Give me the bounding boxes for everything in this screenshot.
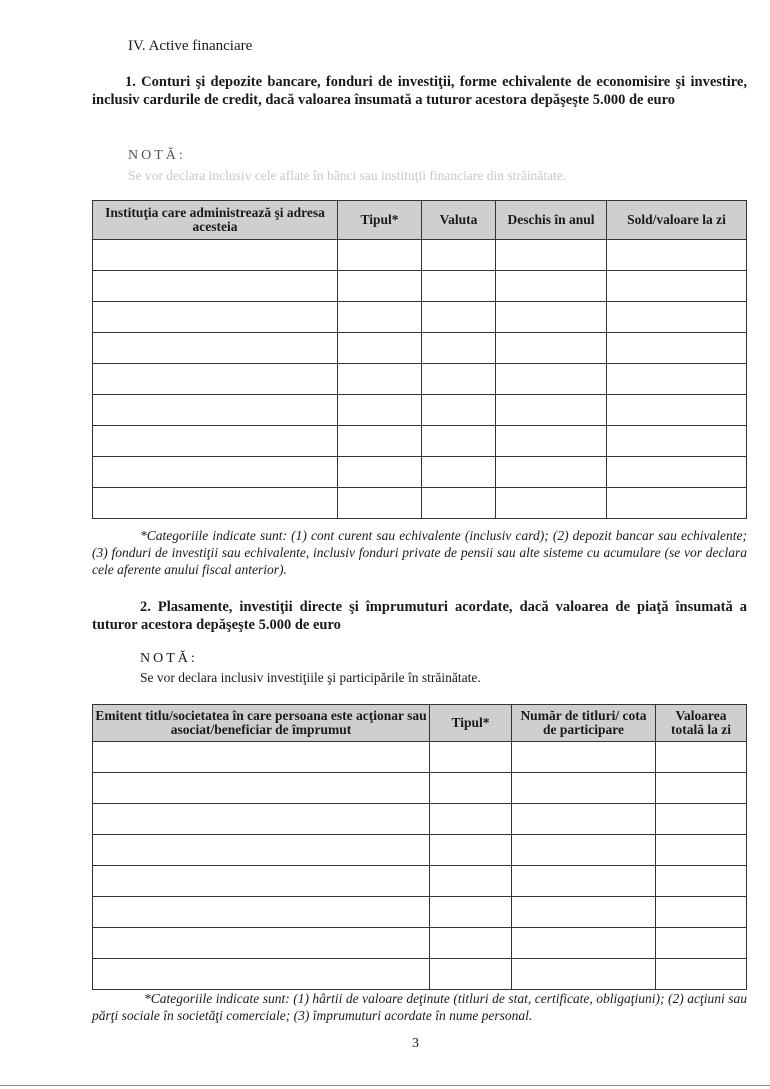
table-cell[interactable] — [338, 457, 422, 488]
table-row — [93, 333, 747, 364]
page-number: 3 — [412, 1036, 419, 1051]
table-cell[interactable] — [338, 333, 422, 364]
table-cell[interactable] — [430, 897, 512, 928]
table-cell[interactable] — [422, 426, 496, 457]
table-cell[interactable] — [656, 742, 747, 773]
table-cell[interactable] — [496, 395, 607, 426]
table-cell[interactable] — [338, 240, 422, 271]
col-header-issuer: Emitent titlu/societatea în care persoana este acţionar sau asociat/beneficiar de împrumut — [93, 705, 430, 742]
table-cell[interactable] — [93, 773, 430, 804]
table-cell[interactable] — [512, 804, 656, 835]
table-row — [93, 240, 747, 271]
table-row — [93, 835, 747, 866]
table-cell[interactable] — [430, 804, 512, 835]
table-cell[interactable] — [422, 395, 496, 426]
table-cell[interactable] — [93, 457, 338, 488]
section1-footnote: *Categoriile indicate sunt: (1) cont curent sau echivalente (inclusiv card); (2) depozit bancar sau echivalente; (3) fonduri de investiţii sau echivalente, inclusiv fonduri private de pensii sau alte sisteme cu acumulare (se vor declara cele aferente anului fiscal anterior). — [92, 528, 747, 577]
table-cell[interactable] — [656, 835, 747, 866]
col-header-institution: Instituţia care administrează şi adresa acesteia — [93, 201, 338, 240]
table-cell[interactable] — [656, 804, 747, 835]
table-cell[interactable] — [656, 773, 747, 804]
table-cell[interactable] — [430, 835, 512, 866]
table-cell[interactable] — [607, 333, 747, 364]
bank-accounts-table-body — [93, 240, 747, 519]
table-cell[interactable] — [607, 271, 747, 302]
table-row — [93, 897, 747, 928]
investments-table-body — [93, 742, 747, 990]
table-cell[interactable] — [93, 959, 430, 990]
table-header-row — [93, 201, 747, 240]
table-cell[interactable] — [512, 835, 656, 866]
table-cell[interactable] — [93, 333, 338, 364]
table-cell[interactable] — [338, 364, 422, 395]
table-row — [93, 426, 747, 457]
table-row — [93, 271, 747, 302]
section2-footnote: *Categoriile indicate sunt: (1) hârtii de valoare deţinute (titluri de stat, certificate, obligaţiuni); (2) acţiuni sau părţi sociale în societăţi comerciale; (3) împrumuturi acordate în nume personal. — [92, 991, 747, 1023]
col-header-type: Tipul* — [430, 705, 512, 742]
table-cell[interactable] — [93, 302, 338, 333]
section1-nota-text: Se vor declara inclusiv cele aflate în bănci sau instituţii financiare din străinătate. — [128, 168, 567, 183]
table-cell[interactable] — [496, 302, 607, 333]
section2-title: 2. Plasamente, investiţii directe şi împrumuturi acordate, dacă valoarea de piaţă însumată a tuturor acestora depăşeşte 5.000 de euro — [92, 599, 747, 633]
col-header-shares-count: Număr de titluri/ cota de participare — [512, 705, 656, 742]
table-row — [93, 866, 747, 897]
col-header-opened-year: Deschis în anul — [496, 201, 607, 240]
table-row — [93, 457, 747, 488]
table-cell[interactable] — [93, 742, 430, 773]
col-header-currency: Valuta — [422, 201, 496, 240]
col-header-total-value: Valoarea totală la zi — [656, 705, 747, 742]
table-cell[interactable] — [656, 928, 747, 959]
table-cell[interactable] — [422, 240, 496, 271]
table-row — [93, 773, 747, 804]
table-cell[interactable] — [422, 271, 496, 302]
table-cell[interactable] — [422, 457, 496, 488]
table-cell[interactable] — [607, 302, 747, 333]
table-row — [93, 488, 747, 519]
table-cell[interactable] — [496, 426, 607, 457]
table-row — [93, 302, 747, 333]
page-bottom-rule — [0, 1085, 770, 1086]
table-cell[interactable] — [93, 928, 430, 959]
bank-accounts-table — [92, 200, 747, 519]
section-heading: IV. Active financiare — [128, 38, 253, 54]
table-cell[interactable] — [496, 457, 607, 488]
table-cell[interactable] — [93, 866, 430, 897]
table-cell[interactable] — [607, 426, 747, 457]
table-cell[interactable] — [430, 742, 512, 773]
table-cell[interactable] — [656, 897, 747, 928]
table-cell[interactable] — [512, 959, 656, 990]
table-cell[interactable] — [496, 333, 607, 364]
table-cell[interactable] — [338, 488, 422, 519]
investments-table — [92, 704, 747, 990]
table-cell[interactable] — [93, 897, 430, 928]
table-cell[interactable] — [656, 959, 747, 990]
table-cell[interactable] — [496, 240, 607, 271]
table-cell[interactable] — [93, 835, 430, 866]
table-row — [93, 928, 747, 959]
table-cell[interactable] — [512, 742, 656, 773]
col-header-type: Tipul* — [338, 201, 422, 240]
table-cell[interactable] — [93, 426, 338, 457]
table-row — [93, 395, 747, 426]
section2-nota-text: Se vor declara inclusiv investiţiile şi participările în străinătate. — [140, 670, 481, 685]
table-cell[interactable] — [338, 395, 422, 426]
table-cell[interactable] — [607, 364, 747, 395]
section1-nota-label: NOTĂ: — [128, 148, 186, 163]
section2-nota-label: NOTĂ: — [140, 651, 198, 666]
table-cell[interactable] — [93, 271, 338, 302]
table-row — [93, 742, 747, 773]
table-cell[interactable] — [93, 488, 338, 519]
table-cell[interactable] — [422, 488, 496, 519]
table-cell[interactable] — [607, 488, 747, 519]
table-cell[interactable] — [93, 395, 338, 426]
table-cell[interactable] — [422, 364, 496, 395]
table-cell[interactable] — [496, 271, 607, 302]
table-cell[interactable] — [338, 302, 422, 333]
table-cell[interactable] — [607, 395, 747, 426]
table-row — [93, 364, 747, 395]
table-cell[interactable] — [430, 928, 512, 959]
table-cell[interactable] — [93, 240, 338, 271]
table-header-row — [93, 705, 747, 742]
table-cell[interactable] — [93, 804, 430, 835]
section1-title: 1. Conturi şi depozite bancare, fonduri de investiţii, forme echivalente de economisire şi investire, inclusiv cardurile de credit, dacă valoarea însumată a tuturor acestora depăşeşte 5.000 de euro — [92, 74, 747, 108]
table-cell[interactable] — [422, 302, 496, 333]
table-cell[interactable] — [496, 364, 607, 395]
table-cell[interactable] — [607, 240, 747, 271]
col-header-balance: Sold/valoare la zi — [607, 201, 747, 240]
table-cell[interactable] — [512, 866, 656, 897]
table-cell[interactable] — [496, 488, 607, 519]
table-cell[interactable] — [422, 333, 496, 364]
table-cell[interactable] — [338, 426, 422, 457]
table-cell[interactable] — [430, 773, 512, 804]
table-cell[interactable] — [512, 897, 656, 928]
table-cell[interactable] — [93, 364, 338, 395]
table-cell[interactable] — [512, 773, 656, 804]
table-row — [93, 804, 747, 835]
table-cell[interactable] — [430, 959, 512, 990]
table-cell[interactable] — [338, 271, 422, 302]
table-cell[interactable] — [430, 866, 512, 897]
table-cell[interactable] — [607, 457, 747, 488]
table-cell[interactable] — [656, 866, 747, 897]
table-cell[interactable] — [512, 928, 656, 959]
table-row — [93, 959, 747, 990]
